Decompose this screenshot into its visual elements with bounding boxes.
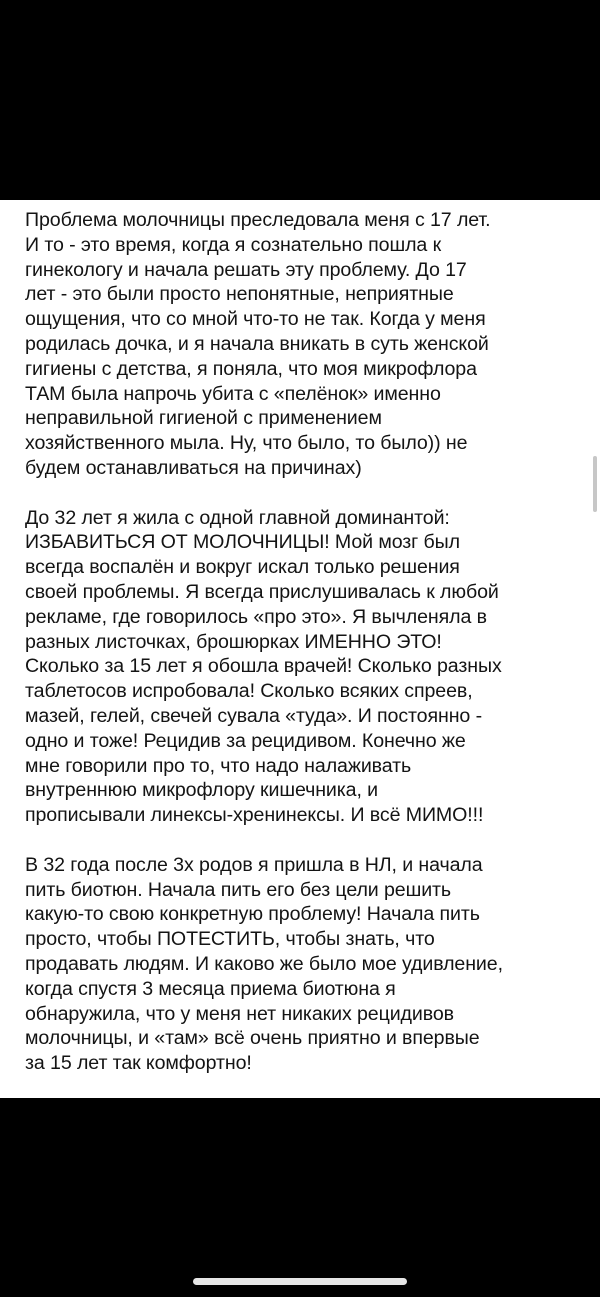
text-line: ИЗБАВИТЬСЯ ОТ МОЛОЧНИЦЫ! Мой мозг был: [25, 531, 460, 554]
text-line: всегда воспалён и вокруг искал только решения: [25, 556, 460, 579]
text-line: хозяйственного мыла. Ну, что было, то было)) не: [25, 432, 468, 455]
paragraph-3: [25, 853, 591, 1076]
text-line: таблетосов испробовала! Сколько всяких спреев,: [25, 680, 473, 703]
text-line: И то - это время, когда я сознательно пошла к: [25, 233, 442, 256]
text-line: разных листочках, брошюрках ИМЕННО ЭТО!: [25, 630, 442, 653]
text-line: просто, чтобы ПОТЕСТИТЬ, чтобы знать, что: [25, 928, 435, 951]
text-line: молочницы, и «там» всё очень приятно и впервые: [25, 1027, 480, 1050]
text-line: внутреннюю микрофлору кишечника, и: [25, 779, 378, 802]
paragraph-1: [25, 208, 591, 481]
post-text-area[interactable]: [0, 200, 600, 1098]
paragraph-2: [25, 506, 591, 828]
text-line: продавать людям. И каково же было мое удивление,: [25, 952, 503, 975]
text-line: прописывали линексы-хренинексы. И всё МИМО!!!: [25, 804, 484, 827]
text-line: пить биотюн. Начала пить его без цели решить: [25, 878, 452, 901]
text-line: за 15 лет так комфортно!: [25, 1052, 252, 1075]
text-line: когда спустя 3 месяца приема биотюна я: [25, 977, 396, 1000]
text-line: будем останавливаться на причинах): [25, 456, 362, 479]
text-line: гинекологу и начала решать эту проблему. До 17: [25, 258, 467, 281]
text-line: одно и тоже! Рецидив за рецидивом. Конечно же: [25, 729, 466, 752]
text-line: своей проблемы. Я всегда прислушивалась к любой: [25, 580, 499, 603]
text-line: родилась дочка, и я начала вникать в суть женской: [25, 332, 489, 355]
post-body: [25, 208, 591, 1098]
text-line: мне говорили про то, что надо налаживать: [25, 754, 412, 777]
text-line: Сколько за 15 лет я обошла врачей! Сколько разных: [25, 655, 502, 678]
text-line: До 32 лет я жила с одной главной доминантой:: [25, 506, 450, 529]
text-line: гигиены с детства, я поняла, что моя микрофлора: [25, 357, 477, 380]
bottom-black-area: [0, 1098, 600, 1297]
text-line: обнаружила, что у меня нет никаких рецидивов: [25, 1002, 454, 1025]
text-line: ТАМ была напрочь убита с «пелёнок» именно: [25, 382, 441, 405]
text-line: неправильной гигиеной с применением: [25, 407, 382, 430]
home-indicator[interactable]: [193, 1278, 407, 1285]
text-line: мазей, гелей, свечей сувала «туда». И постоянно -: [25, 704, 482, 727]
text-line: В 32 года после 3х родов я пришла в НЛ, и начала: [25, 853, 483, 876]
text-line: Проблема молочницы преследовала меня с 17 лет.: [25, 209, 491, 231]
top-black-area: [0, 0, 600, 200]
text-line: ощущения, что со мной что-то не так. Когда у меня: [25, 308, 486, 331]
text-line: лет - это были просто непонятные, неприятные: [25, 283, 454, 306]
text-line: какую-то свою конкретную проблему! Начала пить: [25, 903, 480, 926]
scrollbar-thumb[interactable]: [593, 456, 597, 512]
text-line: рекламе, где говорилось «про это». Я вычленяла в: [25, 605, 487, 628]
